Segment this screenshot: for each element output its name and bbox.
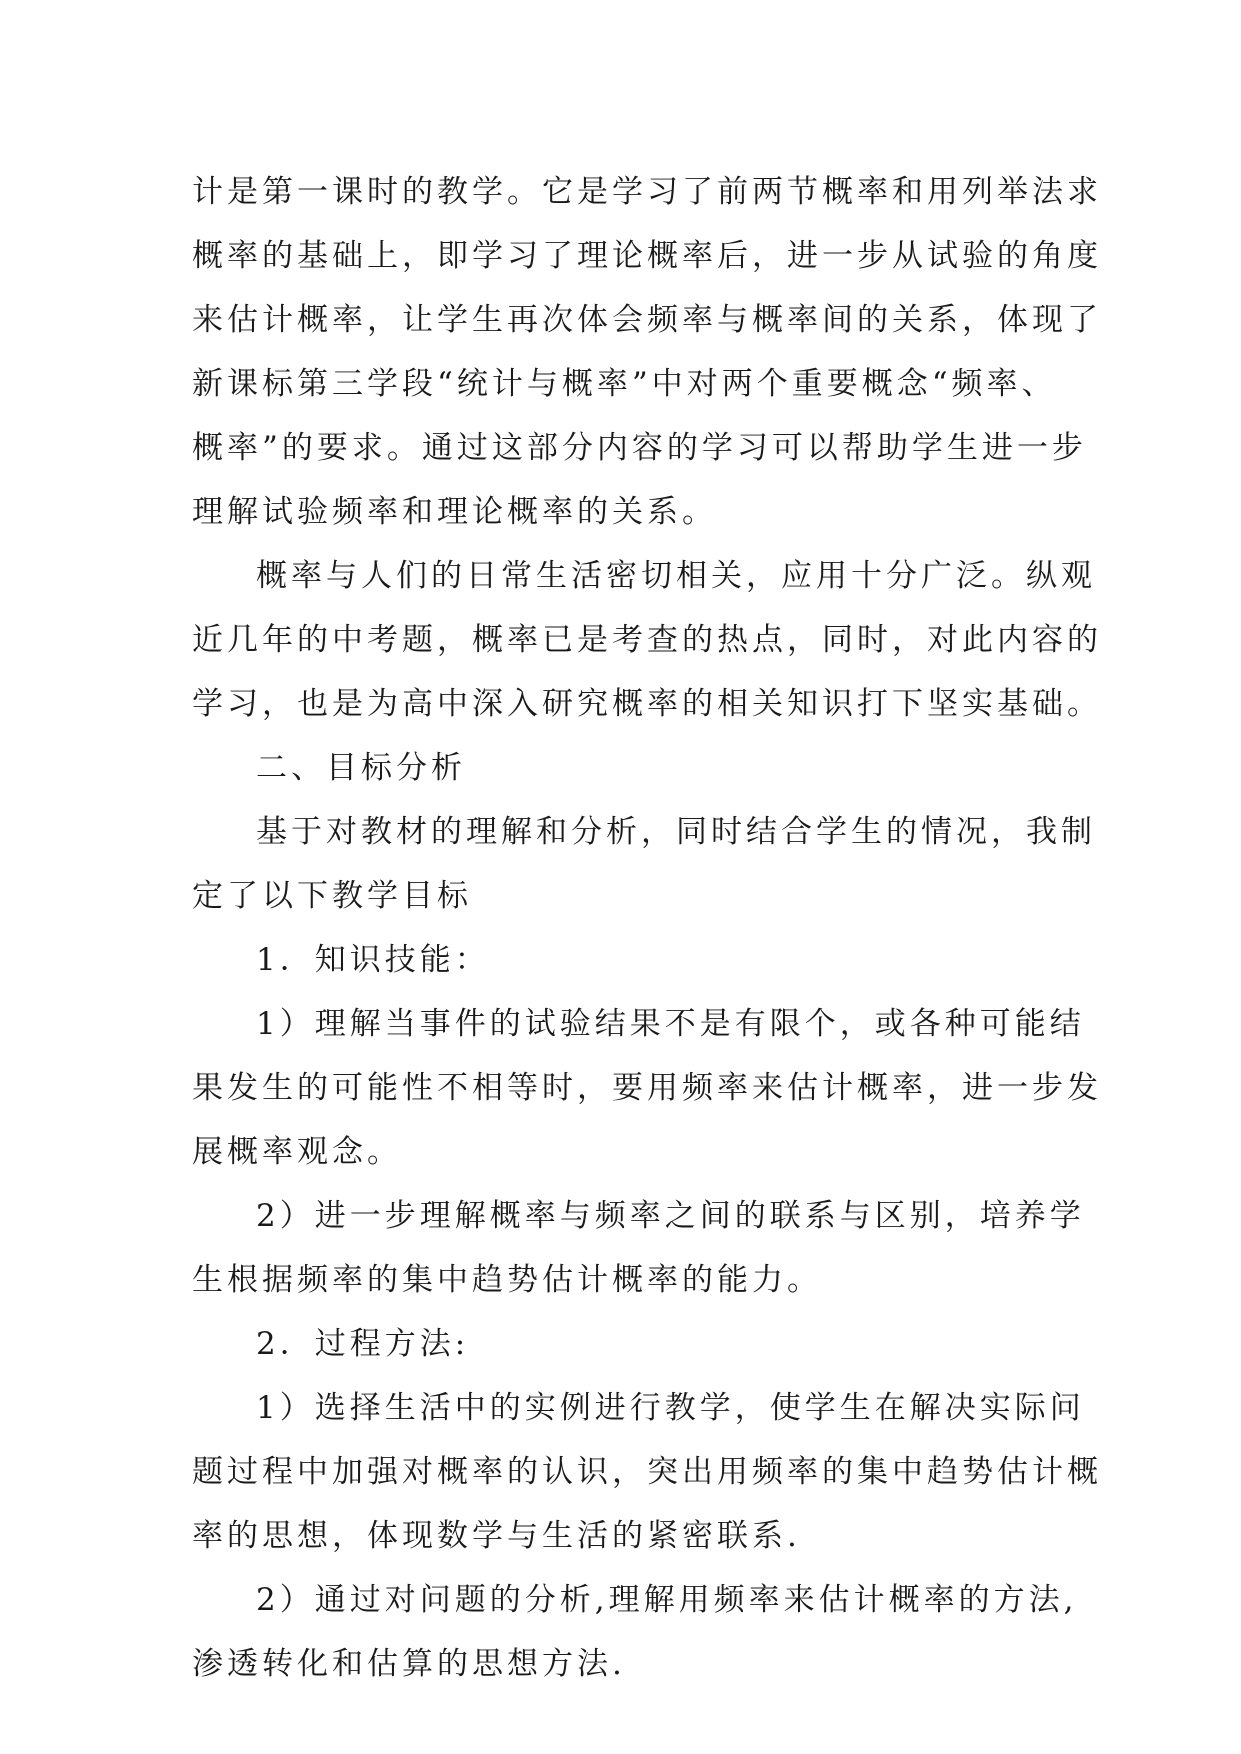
subheading: 1．知识技能： — [256, 942, 490, 978]
text-line: 生根据频率的集中趋势估计概率的能力。 — [192, 1262, 822, 1298]
list-item-start: 1）选择生活中的实例进行教学，使学生在解决实际问 — [256, 1390, 1085, 1426]
text-line: 近几年的中考题，概率已是考查的热点，同时，对此内容的 — [192, 622, 1102, 658]
text-line: 来估计概率，让学生再次体会频率与概率间的关系，体现了 — [192, 302, 1102, 338]
paragraph-start-line: 基于对教材的理解和分析，同时结合学生的情况，我制 — [256, 814, 1096, 850]
text-line: 渗透转化和估算的思想方法. — [192, 1646, 626, 1682]
text-line: 展概率观念。 — [192, 1134, 402, 1170]
list-item-start: 1）理解当事件的试验结果不是有限个，或各种可能结 — [256, 1006, 1085, 1042]
text-line: 题过程中加强对概率的认识，突出用频率的集中趋势估计概 — [192, 1454, 1102, 1490]
list-item-start: 2）进一步理解概率与频率之间的联系与区别，培养学 — [256, 1198, 1085, 1234]
subheading: 2．过程方法: — [256, 1326, 470, 1362]
paragraph-start-line: 概率与人们的日常生活密切相关，应用十分广泛。纵观 — [256, 558, 1096, 594]
text-line: 概率”的要求。通过这部分内容的学习可以帮助学生进一步 — [192, 430, 1087, 466]
text-line: 概率的基础上，即学习了理论概率后，进一步从试验的角度 — [192, 238, 1102, 274]
text-line: 新课标第三学段“统计与概率”中对两个重要概念“频率、 — [192, 366, 1057, 402]
section-heading: 二、目标分析 — [256, 750, 466, 786]
text-line: 果发生的可能性不相等时，要用频率来估计概率，进一步发 — [192, 1070, 1102, 1106]
document-page — [192, 160, 1102, 1696]
list-item-start: 2）通过对问题的分析,理解用频率来估计概率的方法, — [256, 1582, 1078, 1618]
text-line: 学习，也是为高中深入研究概率的相关知识打下坚实基础。 — [192, 686, 1102, 722]
text-line: 理解试验频率和理论概率的关系。 — [192, 494, 717, 530]
text-line: 率的思想，体现数学与生活的紧密联系. — [192, 1518, 801, 1554]
text-line: 计是第一课时的教学。它是学习了前两节概率和用列举法求 — [192, 174, 1102, 210]
text-line: 定了以下教学目标 — [192, 878, 472, 914]
